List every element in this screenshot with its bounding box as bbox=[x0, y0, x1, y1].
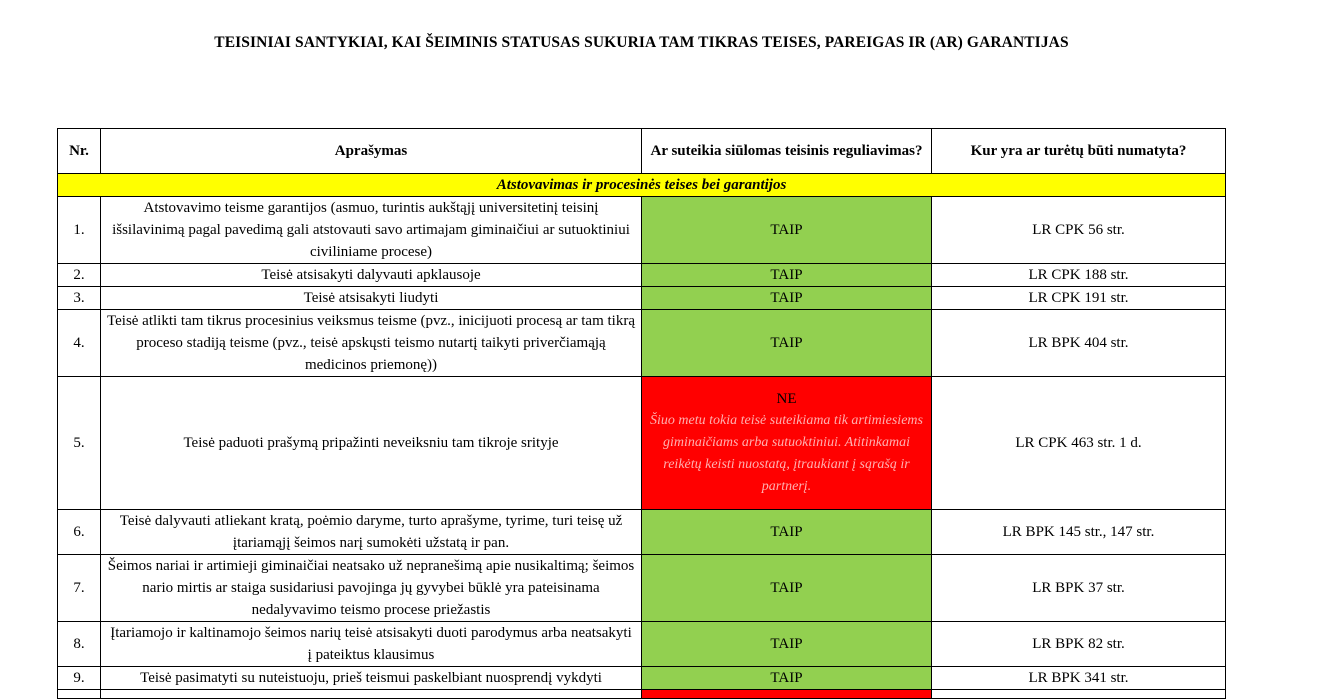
row-location: LR CPK 56 str. bbox=[932, 197, 1226, 264]
row-answer: TAIP bbox=[642, 310, 932, 377]
row-answer: TAIP bbox=[642, 510, 932, 555]
row-nr: 2. bbox=[58, 264, 101, 287]
row-location: LR CPK 463 str. 1 d. bbox=[932, 377, 1226, 510]
header-description: Aprašymas bbox=[101, 129, 642, 174]
row-nr: 6. bbox=[58, 510, 101, 555]
row-answer: TAIP bbox=[642, 555, 932, 622]
row-nr: 9. bbox=[58, 667, 101, 690]
row-description bbox=[101, 690, 642, 699]
row-description: Teisė pasimatyti su nuteistuoju, prieš teismui paskelbiant nuosprendį vykdyti bbox=[101, 667, 642, 690]
table-header-row bbox=[58, 129, 1226, 174]
row-nr: 5. bbox=[58, 377, 101, 510]
table-row bbox=[58, 667, 1226, 690]
header-answer: Ar suteikia siūlomas teisinis reguliavimas? bbox=[642, 129, 932, 174]
row-location: LR BPK 404 str. bbox=[932, 310, 1226, 377]
table-row bbox=[58, 555, 1226, 622]
row-location: LR BPK 82 str. bbox=[932, 622, 1226, 667]
row-description: Atstovavimo teisme garantijos (asmuo, turintis aukštąjį universitetinį teisinį išsilavinimą pagal pavedimą gali atstovauti savo artimajam giminaičiui ar sutuoktiniui civiliniame procese) bbox=[101, 197, 642, 264]
row-nr: 3. bbox=[58, 287, 101, 310]
row-answer-value: NE bbox=[776, 391, 797, 407]
row-answer: TAIP bbox=[642, 287, 932, 310]
row-nr: 4. bbox=[58, 310, 101, 377]
row-location: LR BPK 145 str., 147 str. bbox=[932, 510, 1226, 555]
row-description: Teisė atsisakyti liudyti bbox=[101, 287, 642, 310]
row-description: Teisė atsisakyti dalyvauti apklausoje bbox=[101, 264, 642, 287]
row-description: Įtariamojo ir kaltinamojo šeimos narių teisė atsisakyti duoti parodymus arba neatsakyti į pateiktus klausimus bbox=[101, 622, 642, 667]
row-answer bbox=[642, 377, 932, 510]
legal-relations-table bbox=[57, 128, 1226, 699]
row-answer: TAIP bbox=[642, 197, 932, 264]
table-row bbox=[58, 287, 1226, 310]
row-nr bbox=[58, 690, 101, 699]
row-answer bbox=[642, 690, 932, 699]
row-nr: 8. bbox=[58, 622, 101, 667]
row-description: Šeimos nariai ir artimieji giminaičiai neatsako už nepranešimą apie nusikaltimą; šeimos nario mirtis ar staiga susidariusi pavojinga jų gyvybei būklė yra pateisinama nedalyvavimo teismo procese priežastis bbox=[101, 555, 642, 622]
header-nr: Nr. bbox=[58, 129, 101, 174]
table-row bbox=[58, 377, 1226, 510]
row-nr: 1. bbox=[58, 197, 101, 264]
row-location bbox=[932, 690, 1226, 699]
row-description: Teisė paduoti prašymą pripažinti neveiksniu tam tikroje srityje bbox=[101, 377, 642, 510]
table-row bbox=[58, 310, 1226, 377]
table-row bbox=[58, 197, 1226, 264]
document-title: TEISINIAI SANTYKIAI, KAI ŠEIMINIS STATUSAS SUKURIA TAM TIKRAS TEISES, PAREIGAS IR (AR) GARANTIJAS bbox=[214, 34, 1069, 51]
table-row-partial bbox=[58, 690, 1226, 699]
row-answer-note: Šiuo metu tokia teisė suteikiama tik artimiesiems giminaičiams arba sutuoktiniui. Atitinkamai reikėtų keisti nuostatą, įtraukiant į sąrašą ir partnerį. bbox=[650, 413, 923, 494]
table-row bbox=[58, 510, 1226, 555]
header-location: Kur yra ar turėtų būti numatyta? bbox=[932, 129, 1226, 174]
row-answer: TAIP bbox=[642, 264, 932, 287]
row-location: LR BPK 37 str. bbox=[932, 555, 1226, 622]
section-title: Atstovavimas ir procesinės teises bei garantijos bbox=[58, 174, 1226, 197]
table-row bbox=[58, 264, 1226, 287]
row-answer: TAIP bbox=[642, 622, 932, 667]
table-row bbox=[58, 622, 1226, 667]
row-description: Teisė atlikti tam tikrus procesinius veiksmus teisme (pvz., inicijuoti procesą ar tam tikrą proceso stadiją teisme (pvz., teisė apskųsti teismo nutartį taikyti priverčiamąją medicinos priemonę)) bbox=[101, 310, 642, 377]
row-location: LR CPK 188 str. bbox=[932, 264, 1226, 287]
row-location: LR CPK 191 str. bbox=[932, 287, 1226, 310]
row-answer: TAIP bbox=[642, 667, 932, 690]
row-location: LR BPK 341 str. bbox=[932, 667, 1226, 690]
row-description: Teisė dalyvauti atliekant kratą, poėmio daryme, turto aprašyme, tyrime, turi teisę už įtariamąjį šeimos narį sumokėti užstatą ir pan. bbox=[101, 510, 642, 555]
row-nr: 7. bbox=[58, 555, 101, 622]
section-row bbox=[58, 174, 1226, 197]
